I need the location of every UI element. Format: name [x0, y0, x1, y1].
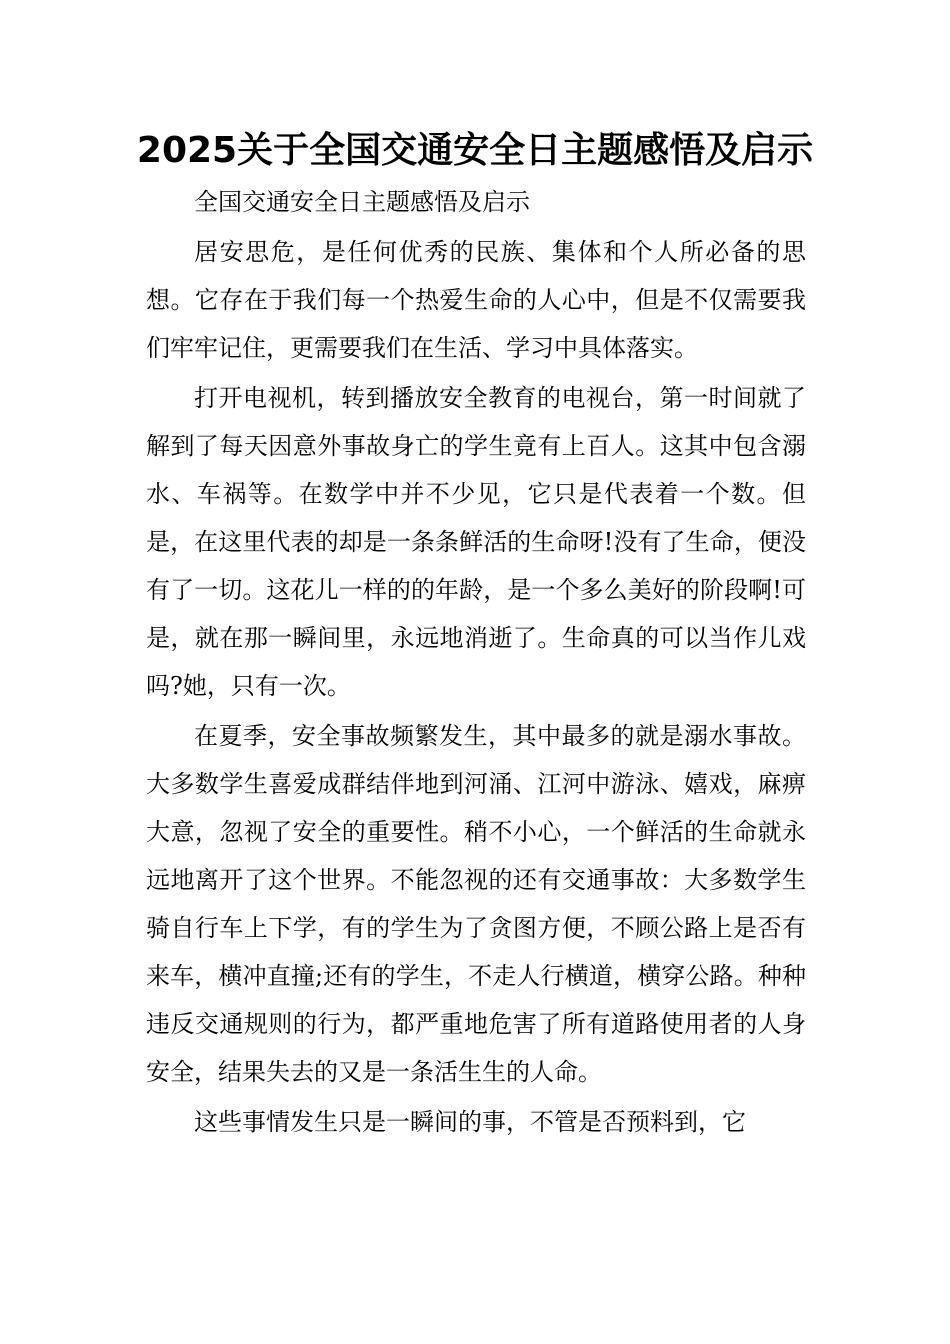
document-title: 2025关于全国交通安全日主题感悟及启示: [136, 130, 814, 171]
paragraph-1: 居安思危，是任何优秀的民族、集体和个人所必备的思想。它存在于我们每一个热爱生命的人心中，但是不仅需要我们牢牢记住，更需要我们在生活、学习中具体落实。: [146, 238, 806, 362]
document-body: [146, 178, 806, 1146]
paragraph-4: 这些事情发生只是一瞬间的事，不管是否预料到，它: [194, 1108, 746, 1136]
paragraph-3: 在夏季，安全事故频繁发生，其中最多的就是溺水事故。大多数学生喜爱成群结伴地到河涌、江河中游泳、嬉戏，麻痹大意，忽视了安全的重要性。稍不小心，一个鲜活的生命就永远地离开了这个世界。不能忽视的还有交通事故：大多数学生骑自行车上下学，有的学生为了贪图方便，不顾公路上是否有来车，横冲直撞;还有的学生，不走人行横道，横穿公路。种种违反交通规则的行为，都严重地危害了所有道路使用者的人身安全，结果失去的又是一条活生生的人命。: [146, 722, 806, 1086]
document-subtitle: 全国交通安全日主题感悟及启示: [194, 188, 530, 216]
paragraph-2: 打开电视机，转到播放安全教育的电视台，第一时间就了解到了每天因意外事故身亡的学生竟有上百人。这其中包含溺水、车祸等。在数学中并不少见，它只是代表着一个数。但是，在这里代表的却是一条条鲜活的生命呀!没有了生命，便没有了一切。这花儿一样的的年龄，是一个多么美好的阶段啊!可是，就在那一瞬间里，永远地消逝了。生命真的可以当作儿戏吗?她，只有一次。: [146, 384, 806, 700]
